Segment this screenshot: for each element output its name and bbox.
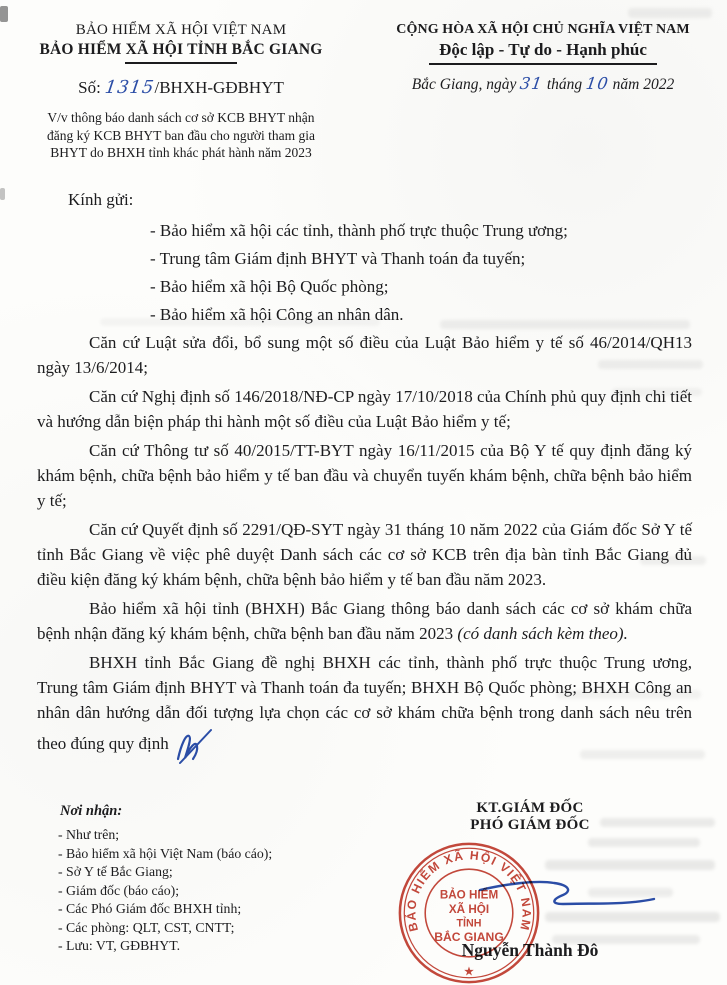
body-paragraph: Căn cứ Nghị định số 146/2018/NĐ-CP ngày 17/10/2018 của Chính phủ quy định chi tiết và hướng dẫn biện pháp thi hành một số điều của Luật Bảo hiểm y tế; (37, 387, 692, 431)
recipients-label: Kính gửi: (68, 190, 134, 209)
recipients-list (150, 217, 568, 329)
recipient-item: - Bảo hiểm xã hội các tỉnh, thành phố trực thuộc Trung ương; (150, 221, 568, 240)
seal-center-line: BẮC GIANG (434, 930, 504, 945)
seal-center-line: BẢO HIỂM (439, 888, 499, 902)
signer-name: Nguyễn Thành Đô (461, 940, 599, 960)
body-paragraph (37, 596, 692, 646)
issuer-parent-org: BẢO HIỂM XÃ HỘI VIỆT NAM (75, 22, 287, 38)
body-paragraph-text: BHXH tỉnh Bắc Giang đề nghị BHXH các tỉnh, thành phố trực thuộc Trung ương, Trung tâm Giám định BHYT và Thanh toán đa tuyến; BHXH Bộ Quốc phòng; BHXH Công an nhân dân hướng dẫn đối tượng lựa chọn các cơ sở khám chữa bệnh trong danh sách nêu trên theo đúng quy định (37, 653, 692, 753)
issuer-underline (125, 62, 237, 64)
recipient-item: - Bảo hiểm xã hội Công an nhân dân. (150, 305, 404, 324)
date-prefix: Bắc Giang, ngày (411, 75, 517, 93)
seal-star-icon: ★ (463, 964, 475, 979)
date-month-handwritten: 10 (584, 73, 611, 93)
copy-to-item: - Sở Y tế Bắc Giang; (58, 864, 173, 879)
signer-title-line1: KT.GIÁM ĐỐC (476, 800, 584, 816)
document-number-handwritten: 1315 (103, 77, 156, 98)
document-number-label: Số: (78, 78, 101, 97)
body-paragraph: Căn cứ Luật sửa đổi, bổ sung một số điều của Luật Bảo hiểm y tế số 46/2014/QH13 ngày 13/6/2014; (37, 333, 692, 377)
subject-line: BHYT do BHXH tỉnh khác phát hành năm 2023 (50, 145, 312, 160)
date-mid: tháng (546, 75, 583, 93)
subject-line: đăng ký KCB BHYT ban đầu cho người tham gia (46, 127, 316, 143)
copy-to-item: - Bảo hiểm xã hội Việt Nam (báo cáo); (58, 845, 273, 861)
copy-to-label: Nơi nhận: (60, 803, 123, 819)
document-number-line (20, 77, 342, 98)
motto-underline (429, 63, 657, 65)
recipient-item: - Trung tâm Giám định BHYT và Thanh toán đa tuyến; (150, 249, 526, 268)
national-header (372, 22, 714, 94)
document-number-suffix: /BHXH-GĐBHYT (154, 78, 284, 97)
signer-title-line2: PHÓ GIÁM ĐỐC (470, 817, 590, 833)
recipient-item: - Bảo hiểm xã hội Bộ Quốc phòng; (150, 277, 389, 296)
national-motto-line1: CỘNG HÒA XÃ HỘI CHỦ NGHĨA VIỆT NAM (396, 22, 690, 37)
copy-to-item: - Các Phó Giám đốc BHXH tỉnh; (58, 901, 242, 916)
subject-line: V/v thông báo danh sách cơ sở KCB BHYT nhận (47, 110, 315, 125)
seal-center-line: TỈNH (456, 917, 482, 930)
bleed-through-artifact (545, 860, 715, 870)
copy-to-item: - Lưu: VT, GĐBHYT. (58, 938, 181, 953)
place-date-line (372, 74, 714, 94)
national-motto-line2: Độc lập - Tự do - Hạnh phúc (439, 40, 647, 59)
bleed-through-artifact (628, 8, 712, 18)
copy-to-item: - Các phòng: QLT, CST, CNTT; (58, 919, 235, 935)
date-suffix: năm 2022 (612, 75, 675, 93)
scan-smudge (0, 6, 8, 22)
body-paragraph: Căn cứ Quyết định số 2291/QĐ-SYT ngày 31 tháng 10 năm 2022 của Giám đốc Sở Y tế tỉnh Bắc Giang về việc phê duyệt Danh sách các cơ sở KCB trên địa bàn tỉnh Bắc Giang đủ điều kiện đăng ký khám bệnh, chữa bệnh bảo hiểm y tế ban đầu năm 2023. (37, 520, 692, 589)
issuer-header (20, 22, 342, 162)
handwritten-paraph-icon (171, 725, 215, 765)
seal-ring-text: BẢO HIỂM XÃ HỘI VIỆT NAM (404, 848, 534, 933)
body-paragraph-text: Bảo hiểm xã hội tỉnh (BHXH) Bắc Giang thông báo danh sách các cơ sở khám chữa bệnh nhận đăng ký khám bệnh, chữa bệnh ban đầu năm 2023 (37, 599, 692, 643)
document-body (37, 330, 692, 769)
body-paragraph (37, 650, 692, 765)
seal-center-line: XÃ HỘI (448, 903, 490, 916)
issuer-org-name: BẢO HIỂM XÃ HỘI TỈNH BẮC GIANG (39, 41, 323, 58)
document-subject (20, 109, 342, 162)
bleed-through-artifact (588, 838, 700, 847)
signature-block (375, 800, 685, 834)
scan-smudge (0, 188, 5, 200)
date-day-handwritten: 31 (518, 73, 545, 93)
copy-to-item: - Như trên; (58, 827, 120, 842)
copy-to-list (58, 826, 272, 956)
official-seal (396, 840, 542, 985)
body-paragraph: Căn cứ Thông tư số 40/2015/TT-BYT ngày 16/11/2015 của Bộ Y tế quy định đăng ký khám bệnh, chữa bệnh bảo hiểm y tế ban đầu và chuyển tuyến khám bệnh, chữa bệnh bảo hiểm y tế; (37, 441, 692, 510)
attachment-note: (có danh sách kèm theo). (457, 624, 628, 643)
copy-to-item: - Giám đốc (báo cáo); (58, 882, 180, 898)
